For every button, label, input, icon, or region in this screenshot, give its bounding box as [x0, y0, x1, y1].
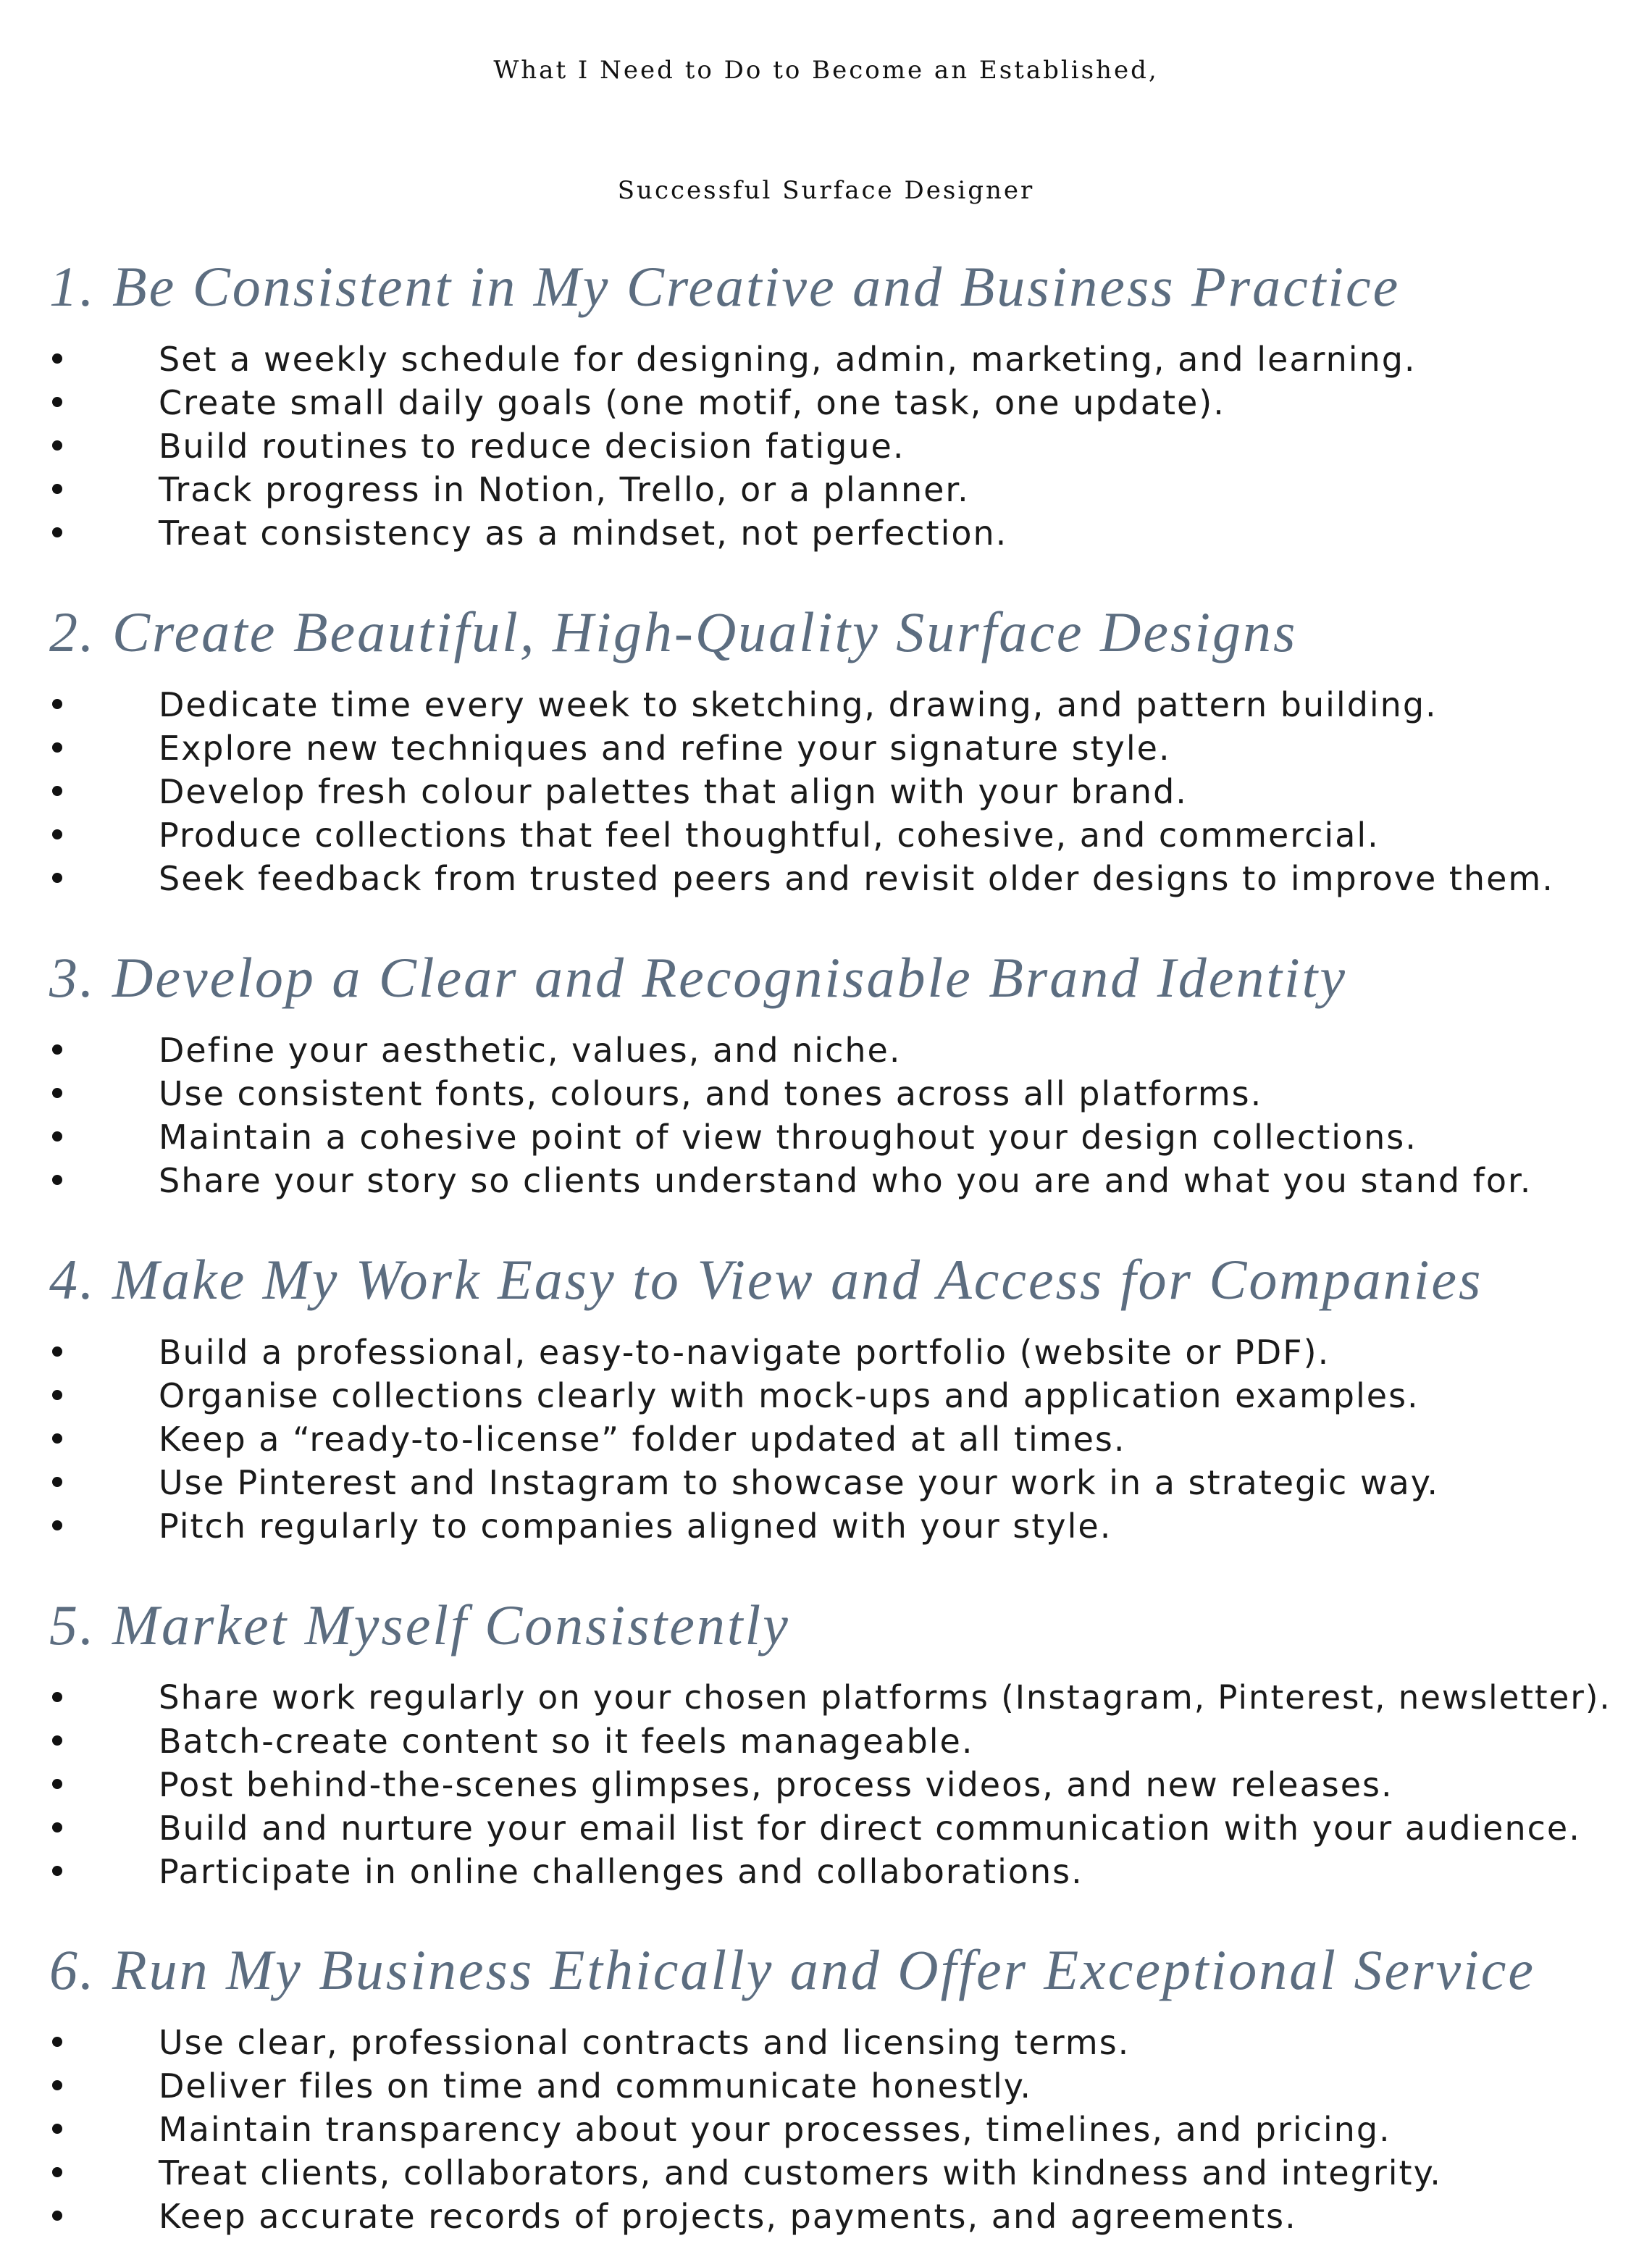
list-item-text: Explore new techniques and refine your signature style. — [159, 729, 1171, 768]
page-title — [0, 10, 1652, 251]
list-item — [0, 424, 1652, 468]
list-item-text: Dedicate time every week to sketching, drawing, and pattern building. — [159, 685, 1438, 724]
list-item-text: Produce collections that feel thoughtful, cohesive, and commercial. — [159, 816, 1380, 855]
section-heading: 3. Develop a Clear and Recognisable Brand Identity — [49, 946, 1347, 1009]
list-item — [0, 511, 1652, 555]
list-item-text: Maintain a cohesive point of view throughout your design collections. — [159, 1118, 1417, 1157]
bullet-dot-icon — [52, 1088, 62, 1098]
list-item-text: Track progress in Notion, Trello, or a planner. — [159, 470, 970, 509]
bullet-dot-icon — [52, 2167, 62, 2177]
list-item — [0, 813, 1652, 857]
bullet-list — [0, 1331, 1652, 1548]
list-item-text: Build routines to reduce decision fatigue. — [159, 427, 905, 466]
bullet-dot-icon — [52, 353, 62, 364]
bullet-dot-icon — [52, 699, 62, 709]
bullet-dot-icon — [52, 440, 62, 451]
list-item-text: Treat consistency as a mindset, not perfection. — [159, 514, 1008, 553]
bullet-dot-icon — [52, 1131, 62, 1142]
list-item-text: Participate in online challenges and collaborations. — [159, 1852, 1083, 1891]
section-heading: 1. Be Consistent in My Creative and Business Practice — [49, 255, 1401, 318]
list-item-text: Maintain transparency about your processes, timelines, and pricing. — [159, 2110, 1391, 2149]
bullet-dot-icon — [52, 873, 62, 883]
list-item — [0, 1806, 1652, 1850]
bullet-dot-icon — [52, 484, 62, 494]
bullet-dot-icon — [52, 1390, 62, 1400]
bullet-dot-icon — [52, 786, 62, 796]
list-item — [0, 770, 1652, 813]
list-item-text: Build a professional, easy-to-navigate portfolio (website or PDF). — [159, 1333, 1330, 1372]
list-item — [0, 1072, 1652, 1115]
bullet-dot-icon — [52, 1866, 62, 1876]
bullet-dot-icon — [52, 1520, 62, 1530]
list-item — [0, 1850, 1652, 1893]
list-item — [0, 2021, 1652, 2064]
list-item-text: Keep a “ready-to-license” folder updated at all times. — [159, 1420, 1126, 1459]
section-heading: 6. Run My Business Ethically and Offer Exceptional Service — [49, 1938, 1535, 2001]
list-item — [0, 1763, 1652, 1806]
bullet-dot-icon — [52, 829, 62, 839]
list-item-text: Set a weekly schedule for designing, admin, marketing, and learning. — [159, 340, 1417, 379]
bullet-dot-icon — [52, 1433, 62, 1444]
list-item — [0, 857, 1652, 900]
list-item — [0, 2151, 1652, 2195]
list-item-text: Share your story so clients understand who you are and what you stand for. — [159, 1161, 1532, 1200]
list-item — [0, 726, 1652, 770]
list-item — [0, 1504, 1652, 1548]
list-item-text: Batch-create content so it feels manageable. — [159, 1722, 974, 1761]
bullet-list — [0, 1029, 1652, 1202]
list-item-text: Post behind-the-scenes glimpses, process videos, and new releases. — [159, 1765, 1393, 1804]
list-item-text: Pitch regularly to companies aligned with your style. — [159, 1507, 1112, 1546]
list-item — [0, 1159, 1652, 1202]
list-item-text: Develop fresh colour palettes that align with your brand. — [159, 772, 1188, 811]
bullet-dot-icon — [52, 1735, 62, 1746]
bullet-dot-icon — [52, 397, 62, 407]
section-heading: 5. Market Myself Consistently — [49, 1593, 790, 1656]
page-title-line-1: What I Need to Do to Become an Established, — [493, 56, 1159, 85]
section-heading: 4. Make My Work Easy to View and Access for Companies — [49, 1248, 1483, 1311]
list-item — [0, 338, 1652, 381]
list-item — [0, 1331, 1652, 1374]
list-item — [0, 683, 1652, 726]
list-item-text: Keep accurate records of projects, payments, and agreements. — [159, 2197, 1297, 2236]
bullet-list — [0, 338, 1652, 555]
list-item — [0, 1417, 1652, 1461]
bullet-dot-icon — [52, 527, 62, 537]
list-item — [0, 1719, 1652, 1763]
page-title-line-2: Successful Surface Designer — [617, 176, 1035, 205]
bullet-list — [0, 2021, 1652, 2238]
list-item — [0, 1461, 1652, 1504]
bullet-dot-icon — [52, 1044, 62, 1055]
list-item-text: Use Pinterest and Instagram to showcase your work in a strategic way. — [159, 1463, 1440, 1502]
list-item-text: Define your aesthetic, values, and niche. — [159, 1031, 902, 1070]
bullet-dot-icon — [52, 1822, 62, 1832]
bullet-dot-icon — [52, 1346, 62, 1357]
list-item-text: Use clear, professional contracts and licensing terms. — [159, 2023, 1131, 2062]
bullet-dot-icon — [52, 1175, 62, 1185]
section-heading: 2. Create Beautiful, High-Quality Surface Designs — [49, 600, 1298, 663]
list-item-text: Use consistent fonts, colours, and tones across all platforms. — [159, 1074, 1263, 1113]
bullet-dot-icon — [52, 1779, 62, 1789]
bullet-dot-icon — [52, 1477, 62, 1487]
list-item — [0, 468, 1652, 511]
list-item-text: Treat clients, collaborators, and customers with kindness and integrity. — [159, 2153, 1442, 2192]
bullet-dot-icon — [52, 742, 62, 753]
list-item — [0, 381, 1652, 424]
list-item-text: Seek feedback from trusted peers and revisit older designs to improve them. — [159, 859, 1554, 898]
list-item — [0, 1374, 1652, 1417]
bullet-list — [0, 683, 1652, 900]
bullet-dot-icon — [52, 2080, 62, 2090]
list-item — [0, 2064, 1652, 2108]
bullet-dot-icon — [52, 1692, 62, 1702]
list-item-text: Share work regularly on your chosen platforms (Instagram, Pinterest, newsletter). — [159, 1678, 1611, 1717]
list-item — [0, 2195, 1652, 2238]
list-item-text: Create small daily goals (one motif, one task, one update). — [159, 383, 1225, 422]
list-item — [0, 1676, 1652, 1719]
bullet-dot-icon — [52, 2037, 62, 2047]
list-item-text: Organise collections clearly with mock-ups and application examples. — [159, 1376, 1420, 1415]
bullet-dot-icon — [52, 2211, 62, 2221]
list-item — [0, 1115, 1652, 1159]
bullet-dot-icon — [52, 2124, 62, 2134]
list-item — [0, 1029, 1652, 1072]
list-item-text: Build and nurture your email list for direct communication with your audience. — [159, 1809, 1581, 1848]
list-item-text: Deliver files on time and communicate honestly. — [159, 2066, 1033, 2106]
bullet-list — [0, 1676, 1652, 1893]
list-item — [0, 2108, 1652, 2151]
